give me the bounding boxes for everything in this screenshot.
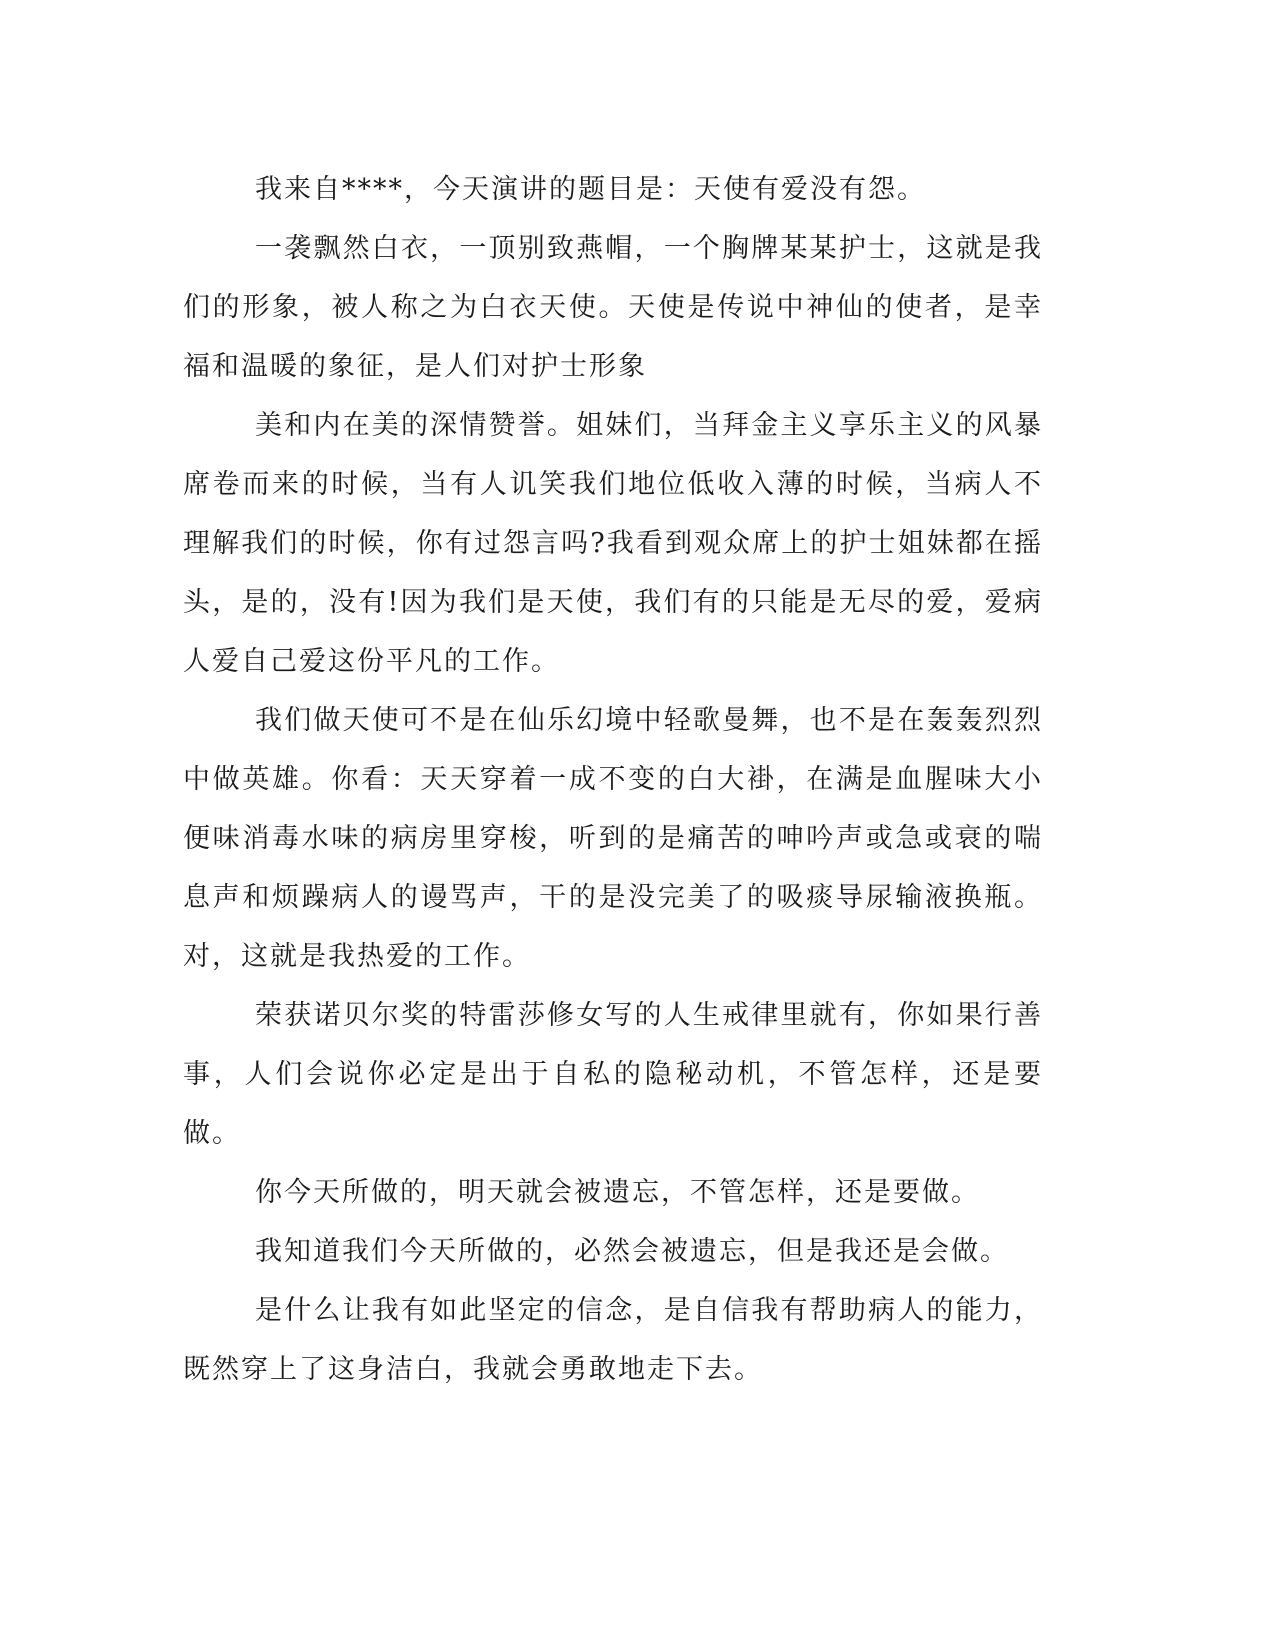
paragraph-title-line: 我来自****，今天演讲的题目是：天使有爱没有怨。 bbox=[255, 174, 926, 205]
paragraph: 荣获诺贝尔奖的特雷莎修女写的人生戒律里就有，你如果行善事，人们会说你必定是出于自私的隐秘动机，不管怎样，还是要做。 bbox=[183, 1000, 1043, 1149]
paragraph: 是什么让我有如此坚定的信念，是自信我有帮助病人的能力，既然穿上了这身洁白，我就会勇敢地走下去。 bbox=[183, 1295, 1043, 1385]
paragraph: 你今天所做的，明天就会被遗忘，不管怎样，还是要做。 bbox=[255, 1177, 980, 1208]
paragraph: 我知道我们今天所做的，必然会被遗忘，但是我还是会做。 bbox=[255, 1236, 1009, 1267]
speech-body bbox=[183, 160, 1043, 1399]
paragraph: 我们做天使可不是在仙乐幻境中轻歌曼舞，也不是在轰轰烈烈中做英雄。你看：天天穿着一成不变的白大褂，在满是血腥味大小便味消毒水味的病房里穿梭，听到的是痛苦的呻吟声或急或衰的喘息声和烦躁病人的谩骂声，干的是没完美了的吸痰导尿输液换瓶。对，这就是我热爱的工作。 bbox=[183, 705, 1043, 972]
paragraph: 一袭飘然白衣，一顶别致燕帽，一个胸牌某某护士，这就是我们的形象，被人称之为白衣天使。天使是传说中神仙的使者，是幸福和温暖的象征，是人们对护士形象 bbox=[183, 233, 1043, 382]
paragraph: 美和内在美的深情赞誉。姐妹们，当拜金主义享乐主义的风暴席卷而来的时候，当有人讥笑我们地位低收入薄的时候，当病人不理解我们的时候，你有过怨言吗?我看到观众席上的护士姐妹都在摇头，是的，没有!因为我们是天使，我们有的只能是无尽的爱，爱病人爱自己爱这份平凡的工作。 bbox=[183, 410, 1043, 677]
